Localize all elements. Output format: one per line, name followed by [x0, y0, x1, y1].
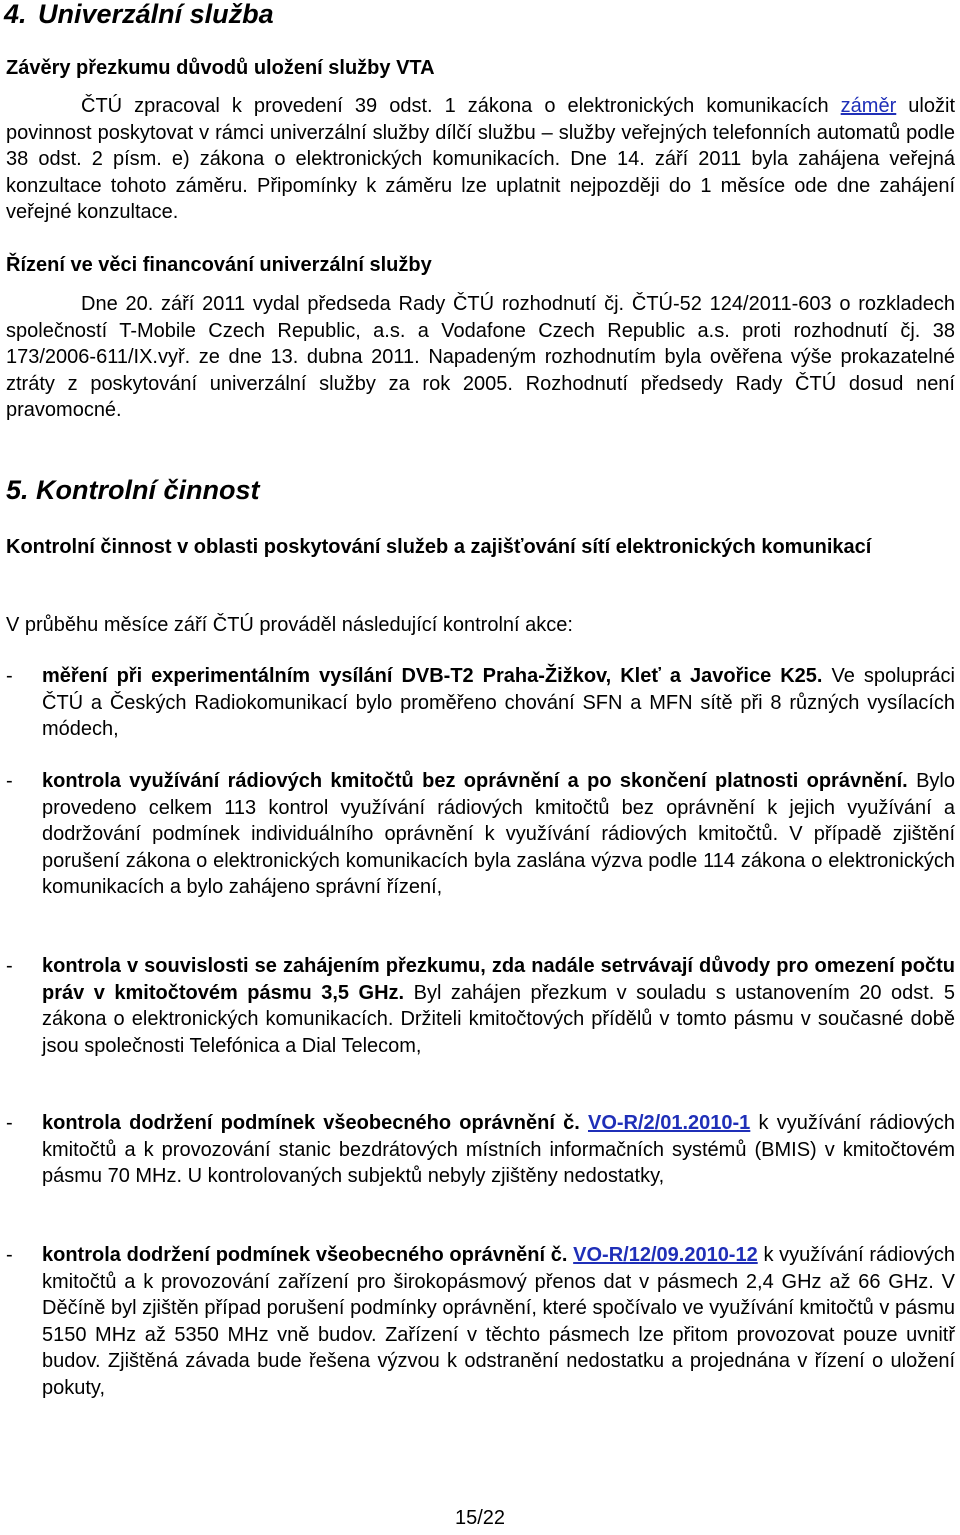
list-dash: -	[6, 770, 13, 792]
list-item	[6, 953, 955, 1059]
list-item-body	[42, 1110, 955, 1190]
list-item	[6, 1110, 955, 1190]
vo-r-2-01-link[interactable]: VO-R/2/01.2010-1	[587, 1112, 751, 1134]
paragraph-vta	[6, 93, 955, 226]
section-4-number: 4.	[4, 0, 27, 29]
section-5-heading	[6, 470, 260, 510]
control-intro: V průběhu měsíce září ČTÚ prováděl následující kontrolní akce:	[6, 614, 573, 636]
paragraph-financing-text: Dne 20. září 2011 vydal předseda Rady ČTÚ rozhodnutí čj. ČTÚ-52 124/2011-603 o rozkladech společností T-Mobile Czech Republic, a.s. a Vodafone Czech Republic a.s. proti rozhodnutí čj. 38 173/2006-611/IX.vyř. ze dne 13. dubna 2011. Napadeným rozhodnutím byla ověřena výše prokazatelné ztráty z poskytování univerzální služby za rok 2005. Rozhodnutí předsedy Rady ČTÚ dosud není pravomocné.	[6, 293, 955, 421]
paragraph-financing	[6, 291, 955, 424]
section-4-title: Univerzální služba	[38, 0, 274, 29]
list-item-text: Byl zahájen přezkum v souladu s ustanovením 20 odst. 5 zákona o elektronických komunikacích. Držiteli kmitočtových přídělů v tomto pásmu v současné době jsou společnosti Telefónica a Dial Telecom,	[42, 981, 955, 1057]
subheading-vta: Závěry přezkumu důvodů uložení služby VTA	[6, 57, 435, 79]
list-dash: -	[6, 1244, 13, 1266]
list-item-body	[42, 768, 955, 901]
list-item-text: Ve spolupráci ČTÚ a Českých Radiokomunikací bylo proměřeno chování SFN a MFN sítě při 8 různých vysílacích módech,	[42, 665, 955, 740]
list-item	[6, 768, 955, 901]
list-item-body	[42, 1242, 955, 1401]
list-item	[6, 663, 955, 743]
vo-r-12-09-link[interactable]: VO-R/12/09.2010-12	[573, 1244, 758, 1266]
list-item-bold: kontrola v souvislosti se zahájením přezkumu, zda nadále setrvávají důvody pro omezení počtu práv v kmitočtovém pásmu 3,5 GHz.	[42, 955, 955, 1004]
page-number: 15/22	[454, 1507, 506, 1529]
subheading-financing: Řízení ve věci financování univerzální služby	[6, 254, 432, 276]
list-item-bold: kontrola dodržení podmínek všeobecného oprávnění č.	[42, 1244, 574, 1266]
list-item-bold: měření při experimentálním vysílání DVB-T2 Praha-Žižkov, Kleť a Javořice K25.	[42, 665, 823, 687]
list-item-bold: kontrola využívání rádiových kmitočtů bez oprávnění a po skončení platnosti oprávnění.	[42, 770, 908, 792]
list-item-body	[42, 663, 955, 743]
list-dash: -	[6, 665, 13, 687]
section-5-number: 5.	[6, 475, 29, 505]
list-item-text: k využívání rádiových kmitočtů a k provozování stanic bezdrátových místních informačních systémů (BMIS) v kmitočtovém pásmu 70 MHz. U kontrolovaných subjektů nebyly zjištěny nedostatky,	[42, 1112, 955, 1187]
list-item	[6, 1242, 955, 1401]
list-item-text: k využívání rádiových kmitočtů a k provozování zařízení pro širokopásmový přenos dat v pásmech 2,4 GHz až 66 GHz. V Děčíně byl zjištěn případ porušení podmínky oprávnění, které spočívalo ve využívání kmitočtů v pásmu 5150 MHz až 5350 MHz vně budov. Zařízení v těchto pásmech lze přitom provozovat pouze uvnitř budov. Zjištěná závada bude řešena výzvou k odstranění nedostatku a projednána v řízení o uložení pokuty,	[42, 1244, 955, 1399]
list-dash: -	[6, 1112, 13, 1134]
subheading-control: Kontrolní činnost v oblasti poskytování služeb a zajišťování sítí elektronických komunikací	[6, 536, 872, 558]
paragraph-vta-tail: uložit povinnost poskytovat v rámci univerzální služby dílčí službu – služby veřejných telefonních automatů podle 38 odst. 2 písm. e) zákona o elektronických komunikacích. Dne 14. září 2011 byla zahájena veřejná konzultace tohoto záměru. Připomínky k záměru lze uplatnit nejpozději do 1 měsíce ode dne zahájení veřejné konzultace.	[6, 95, 955, 223]
list-dash: -	[6, 955, 13, 977]
paragraph-vta-lead: ČTÚ zpracoval k provedení 39 odst. 1 zákona o elektronických komunikacích	[81, 95, 841, 117]
list-item-body	[42, 953, 955, 1059]
section-5-title: Kontrolní činnost	[36, 475, 260, 505]
zamer-link[interactable]: záměr	[840, 95, 897, 117]
list-item-bold: kontrola dodržení podmínek všeobecného oprávnění č.	[42, 1112, 588, 1134]
list-item-text: Bylo provedeno celkem 113 kontrol využívání rádiových kmitočtů bez oprávnění k jejich využívání a dodržování podmínek individuálního oprávnění k využívání rádiových kmitočtů. V případě zjištění porušení zákona o elektronických komunikacích byla zaslána výzva podle 114 zákona o elektronických komunikacích a bylo zahájeno správní řízení,	[42, 770, 955, 898]
section-4-heading	[4, 0, 274, 34]
